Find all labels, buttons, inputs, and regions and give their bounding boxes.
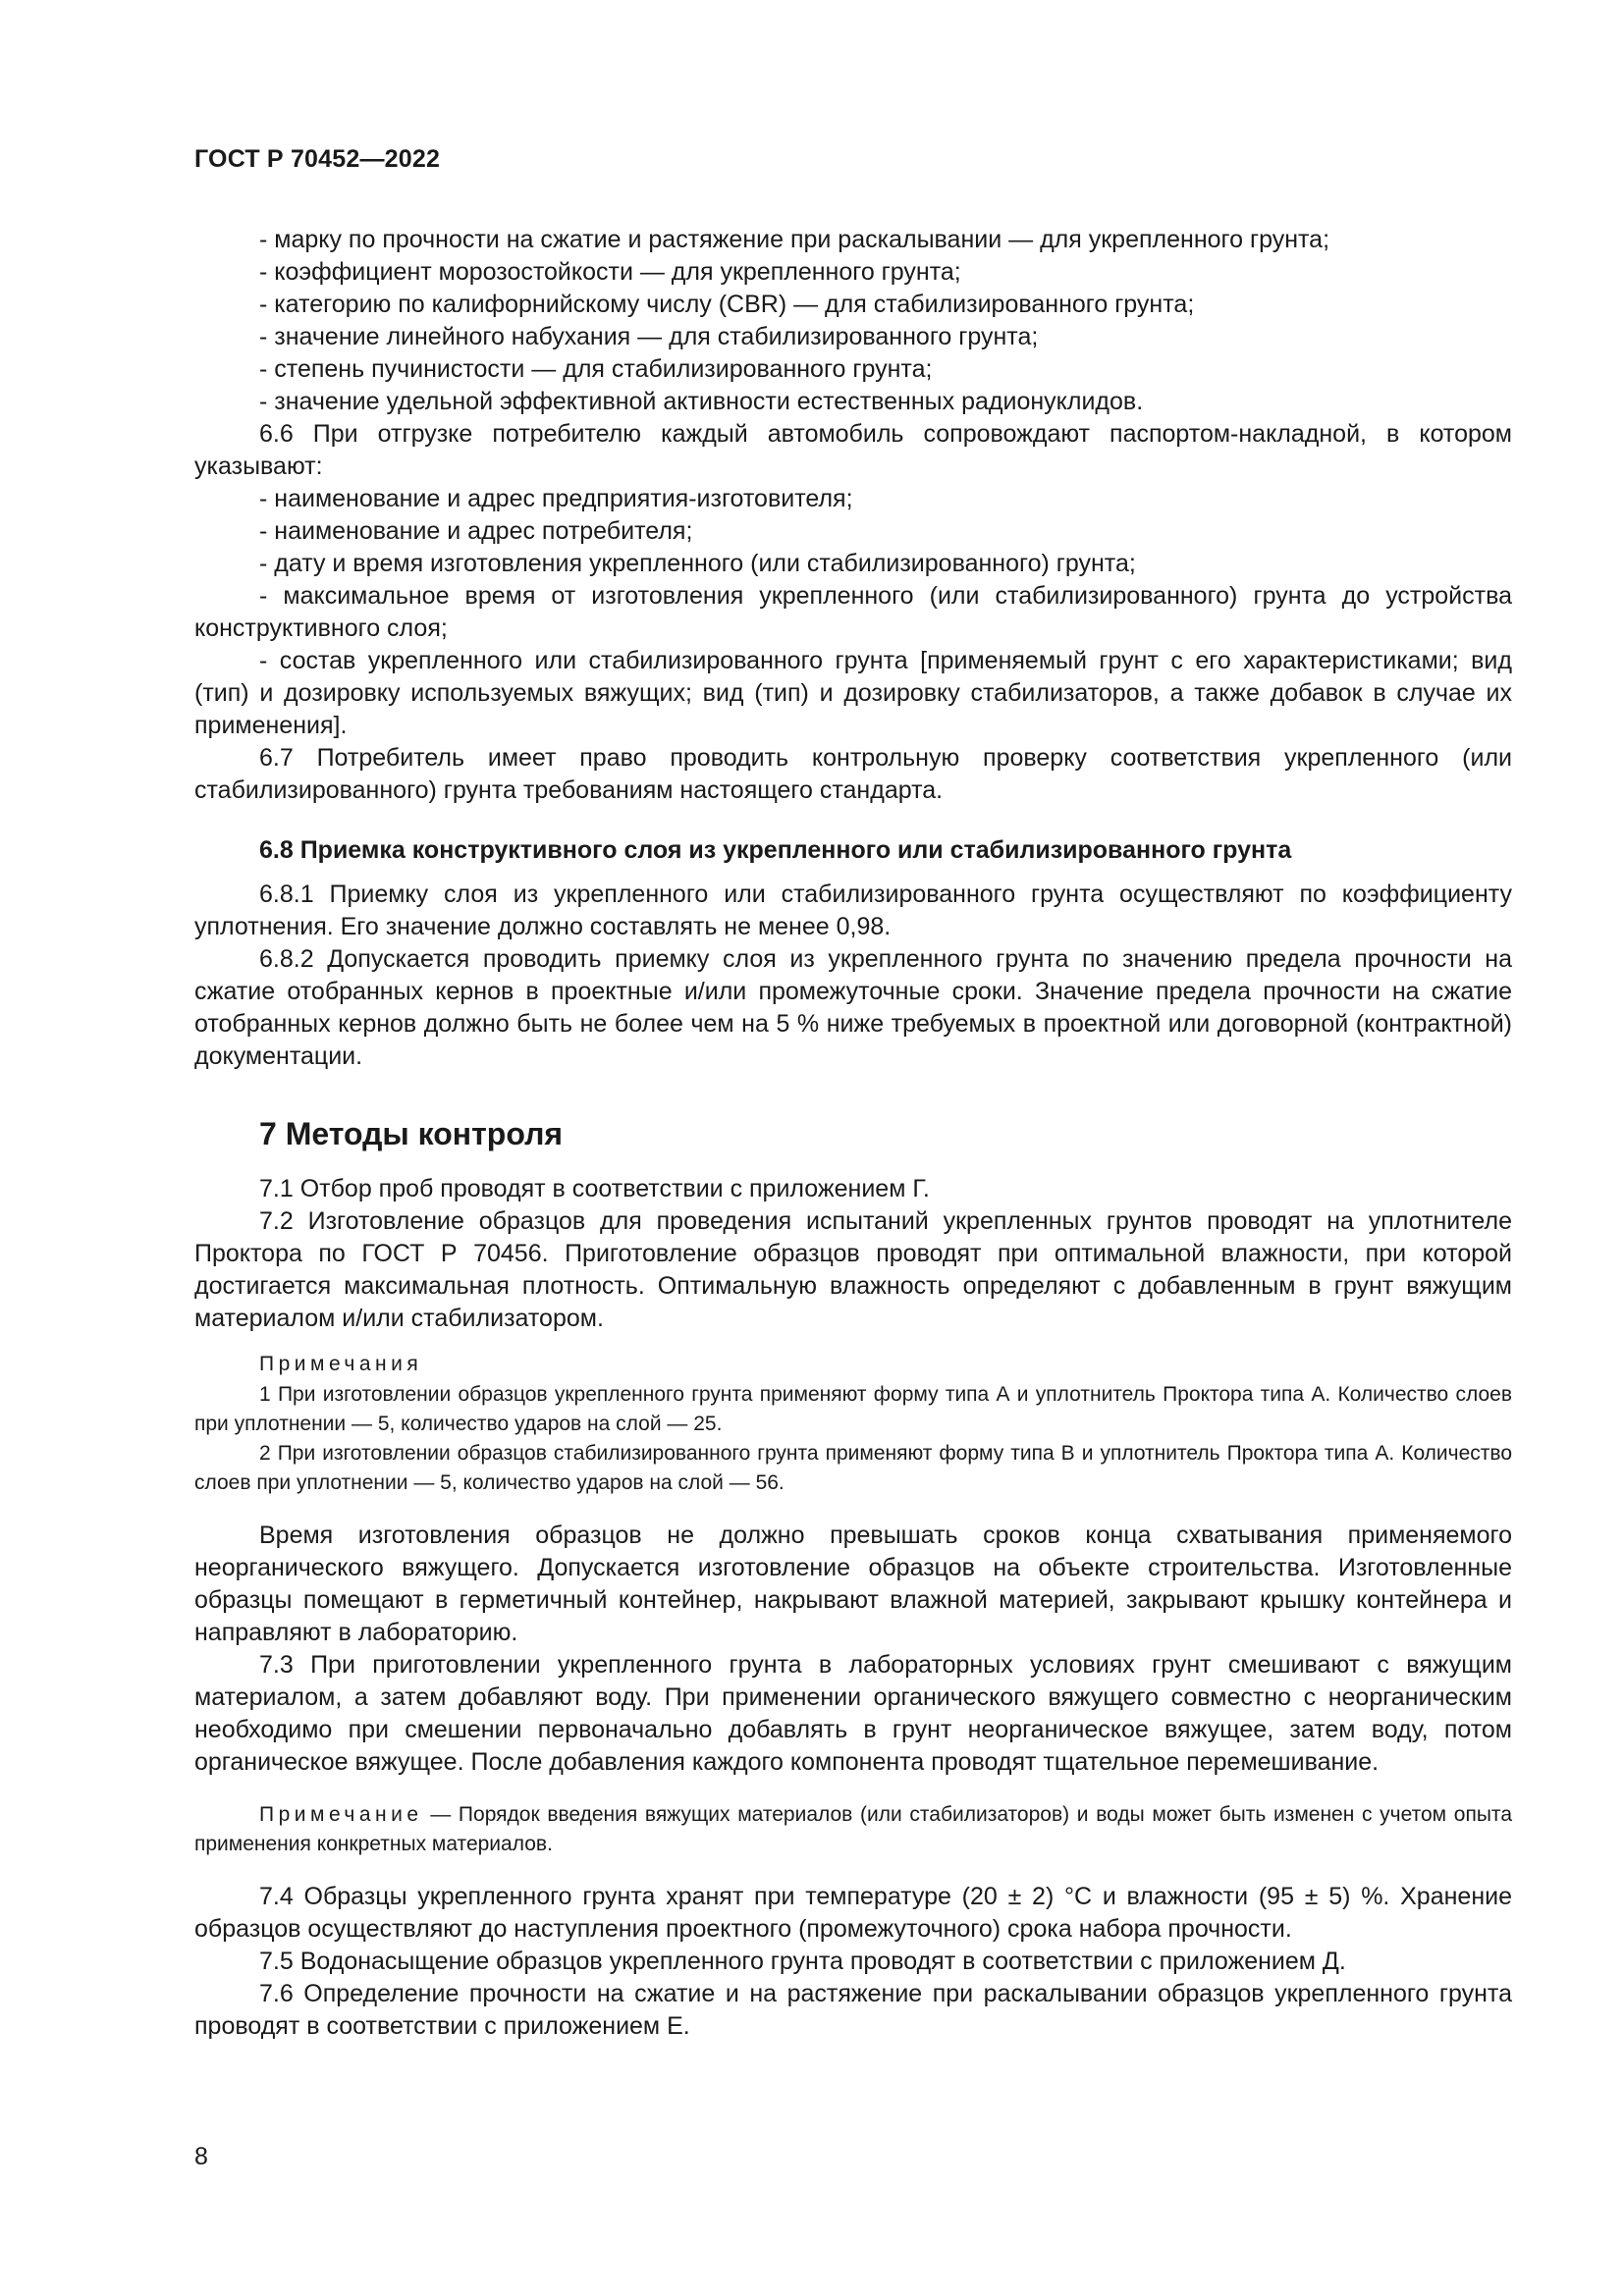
paragraph-7-4: 7.4 Образцы укрепленного грунта хранят при температуре (20 ± 2) °С и влажности (95 ± 5) %. Хранение образцов осуществляют до наступления проектного (промежуточного) срока набора прочности. [194,1883,1512,1943]
list-item: - дату и время изготовления укрепленного (или стабилизированного) грунта; [259,550,1136,577]
paragraph-6-7: 6.7 Потребитель имеет право проводить контрольную проверку соответствия укрепленного (или стабилизированного) грунта требованиям настоящего стандарта. [194,744,1512,804]
list-item: - значение линейного набухания — для стабилизированного грунта; [259,323,1039,350]
list-item: - категорию по калифорнийскому числу (CBR) — для стабилизированного грунта; [259,291,1195,318]
list-item: - коэффициент морозостойкости — для укрепленного грунта; [259,258,961,286]
note-text: — Порядок введения вяжущих материалов (или стабилизаторов) и воды может быть изменен с учетом опыта применения конкретных материалов. [194,1803,1512,1855]
subsection-heading-6-8: 6.8 Приемка конструктивного слоя из укрепленного или стабилизированного грунта [259,836,1292,864]
list-item: - состав укрепленного или стабилизированного грунта [применяемый грунт с его характеристиками; вид (тип) и дозировку используемых вяжущих; вид (тип) и дозировку стабилизаторов, а также добавок в случае их применения]. [194,647,1512,739]
list-item: - наименование и адрес потребителя; [259,517,693,545]
document-header: ГОСТ Р 70452—2022 [194,145,441,173]
note-item: 2 При изготовлении образцов стабилизированного грунта применяют форму типа В и уплотнитель Проктора типа А. Количество слоев при уплотнении — 5, количество ударов на слой — 56. [194,1442,1512,1494]
paragraph-6-6: 6.6 При отгрузке потребителю каждый автомобиль сопровождают паспортом-накладной, в котором указывают: [194,420,1512,480]
paragraph-7-5: 7.5 Водонасыщение образцов укрепленного грунта проводят в соответствии с приложением Д. [259,1948,1346,1975]
paragraph-6-8-1: 6.8.1 Приемку слоя из укрепленного или стабилизированного грунта осуществляют по коэффициенту уплотнения. Его значение должно составлять не менее 0,98. [194,881,1512,940]
paragraph-7-3: 7.3 При приготовлении укрепленного грунта в лабораторных условиях грунт смешивают с вяжущим материалом, а затем добавляют воду. При применении органического вяжущего совместно с неорганическим необходимо при смешении первоначально добавлять в грунт неорганическое вяжущее, затем воду, потом органическое вяжущее. После добавления каждого компонента проводят тщательное перемешивание. [194,1651,1512,1776]
page-number: 8 [194,2143,208,2170]
list-item: - марку по прочности на сжатие и растяжение при раскалывании — для укрепленного грунта; [259,226,1330,253]
list-item: - наименование и адрес предприятия-изготовителя; [259,485,853,512]
note-single [194,1800,1512,1859]
paragraph-6-8-2: 6.8.2 Допускается проводить приемку слоя из укрепленного грунта по значению предела прочности на сжатие отобранных кернов в проектные и/или промежуточные сроки. Значение предела прочности на сжатие отобранных кернов должно быть не более чем на 5 % ниже требуемых в проектной или договорной (контрактной) документации. [194,945,1512,1070]
list-item: - максимальное время от изготовления укрепленного (или стабилизированного) грунта до устройства конструктивного слоя; [194,582,1512,642]
list-item: - степень пучинистости — для стабилизированного грунта; [259,355,933,383]
document-body [194,224,1512,2043]
paragraph-7-2: 7.2 Изготовление образцов для проведения испытаний укрепленных грунтов проводят на уплотнителе Проктора по ГОСТ Р 70456. Приготовление образцов проводят при оптимальной влажности, при которой достигается максимальная плотность. Оптимальную влажность определяют с добавленным в грунт вяжущим материалом и/или стабилизатором. [194,1207,1512,1332]
paragraph-7-1: 7.1 Отбор проб проводят в соответствии с приложением Г. [259,1175,930,1202]
paragraph-sample-time: Время изготовления образцов не должно превышать сроков конца схватывания применяемого неорганического вяжущего. Допускается изготовление образцов на объекте строительства. Изготовленные образцы помещают в герметичный контейнер, накрывают влажной материей, закрывают крышку контейнера и направляют в лабораторию. [194,1522,1512,1646]
list-item: - значение удельной эффективной активности естественных радионуклидов. [259,388,1144,415]
notes-title: Примечания [259,1353,423,1375]
note-item: 1 При изготовлении образцов укрепленного грунта применяют форму типа А и уплотнитель Проктора типа А. Количество слоев при уплотнении — 5, количество ударов на слой — 25. [194,1383,1512,1435]
paragraph-7-6: 7.6 Определение прочности на сжатие и на растяжение при раскалывании образцов укрепленного грунта проводят в соответствии с приложением Е. [194,1980,1512,2040]
section-heading-7: 7 Методы контроля [259,1116,564,1151]
note-label: Примечание [259,1803,423,1826]
